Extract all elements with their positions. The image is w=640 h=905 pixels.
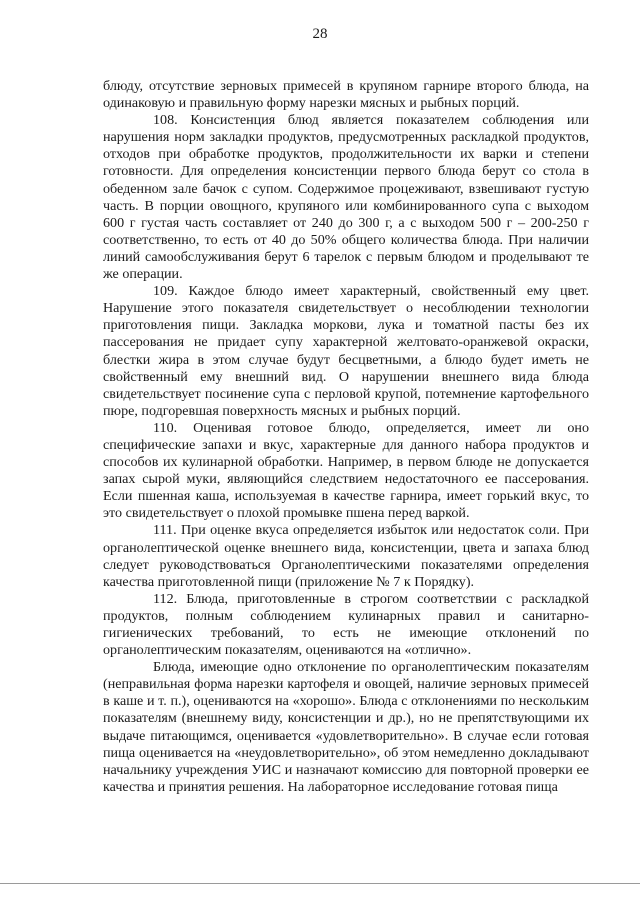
page-bottom-rule — [0, 883, 640, 884]
page-number: 28 — [312, 26, 328, 42]
paragraph-109: 109. Каждое блюдо имеет характерный, свойственный ему цвет. Нарушение этого показателя свидетельствует о несоблюдении технологии приготовления пищи. Закладка моркови, лука и томатной пасты без их пассерования не придает супу характерной желтовато-оранжевой окраски, блестки жира в этом случае будут бесцветными, а блюдо будет иметь не свойственный ему внешний вид. О нарушении внешнего вида блюда свидетельствует посинение супа с перловой крупой, потемнение картофельного пюре, подгоревшая поверхность мясных и рыбных порций. — [103, 283, 589, 419]
paragraph-108: 108. Консистенция блюд является показателем соблюдения или нарушения норм закладки продуктов, предусмотренных раскладкой продуктов, отходов при обработке продуктов, продолжительности их варки и степени готовности. Для определения консистенции первого блюда берут со стола в обеденном зале бачок с супом. Содержимое процеживают, взвешивают густую часть. В порции овощного, крупяного или комбинированного супа с выходом 600 г густая часть составляет от 240 до 300 г, а с выходом 500 г – 200-250 г соответственно, то есть от 40 до 50% общего количества блюда. При наличии линий самообслуживания берут 6 тарелок с первым блюдом и проделывают те же операции. — [103, 112, 589, 283]
paragraph-continuation: блюду, отсутствие зерновых примесей в крупяном гарнире второго блюда, на одинаковую и правильную форму нарезки мясных и рыбных порций. — [103, 78, 589, 112]
document-body — [103, 78, 589, 796]
paragraph-110: 110. Оценивая готовое блюдо, определяется, имеет ли оно специфические запахи и вкус, характерные для данного набора продуктов и способов их кулинарной обработки. Например, в первом блюде не допускается запах сырой муки, являющийся следствием недостаточного ее пассерования. Если пшенная каша, используемая в качестве гарнира, имеет горький вкус, то это свидетельствует о плохой промывке пшена перед варкой. — [103, 419, 589, 522]
paragraph-ratings: Блюда, имеющие одно отклонение по органолептическим показателям (неправильная форма нарезки картофеля и овощей, наличие зерновых примесей в каше и т. п.), оцениваются на «хорошо». Блюда с отклонениями по нескольким показателям (внешнему виду, консистенции и др.), но не препятствующими их выдаче питающимся, оценивается «удовлетворительно». В случае если готовая пища оценивается на «неудовлетворительно», об этом немедленно докладывают начальнику учреждения УИС и назначают комиссию для повторной проверки ее качества и принятия решения. На лабораторное исследование готовая пища — [103, 659, 589, 795]
paragraph-112: 112. Блюда, приготовленные в строгом соответствии с раскладкой продуктов, полным соблюдением кулинарных правил и санитарно-гигиенических требований, то есть не имеющие отклонений по органолептическим показателям, оцениваются на «отлично». — [103, 590, 589, 659]
paragraph-111: 111. При оценке вкуса определяется избыток или недостаток соли. При органолептической оценке внешнего вида, консистенции, цвета и запаха блюд следует руководствоваться Органолептическими показателями определения качества приготовленной пищи (приложение № 7 к Порядку). — [103, 522, 589, 590]
